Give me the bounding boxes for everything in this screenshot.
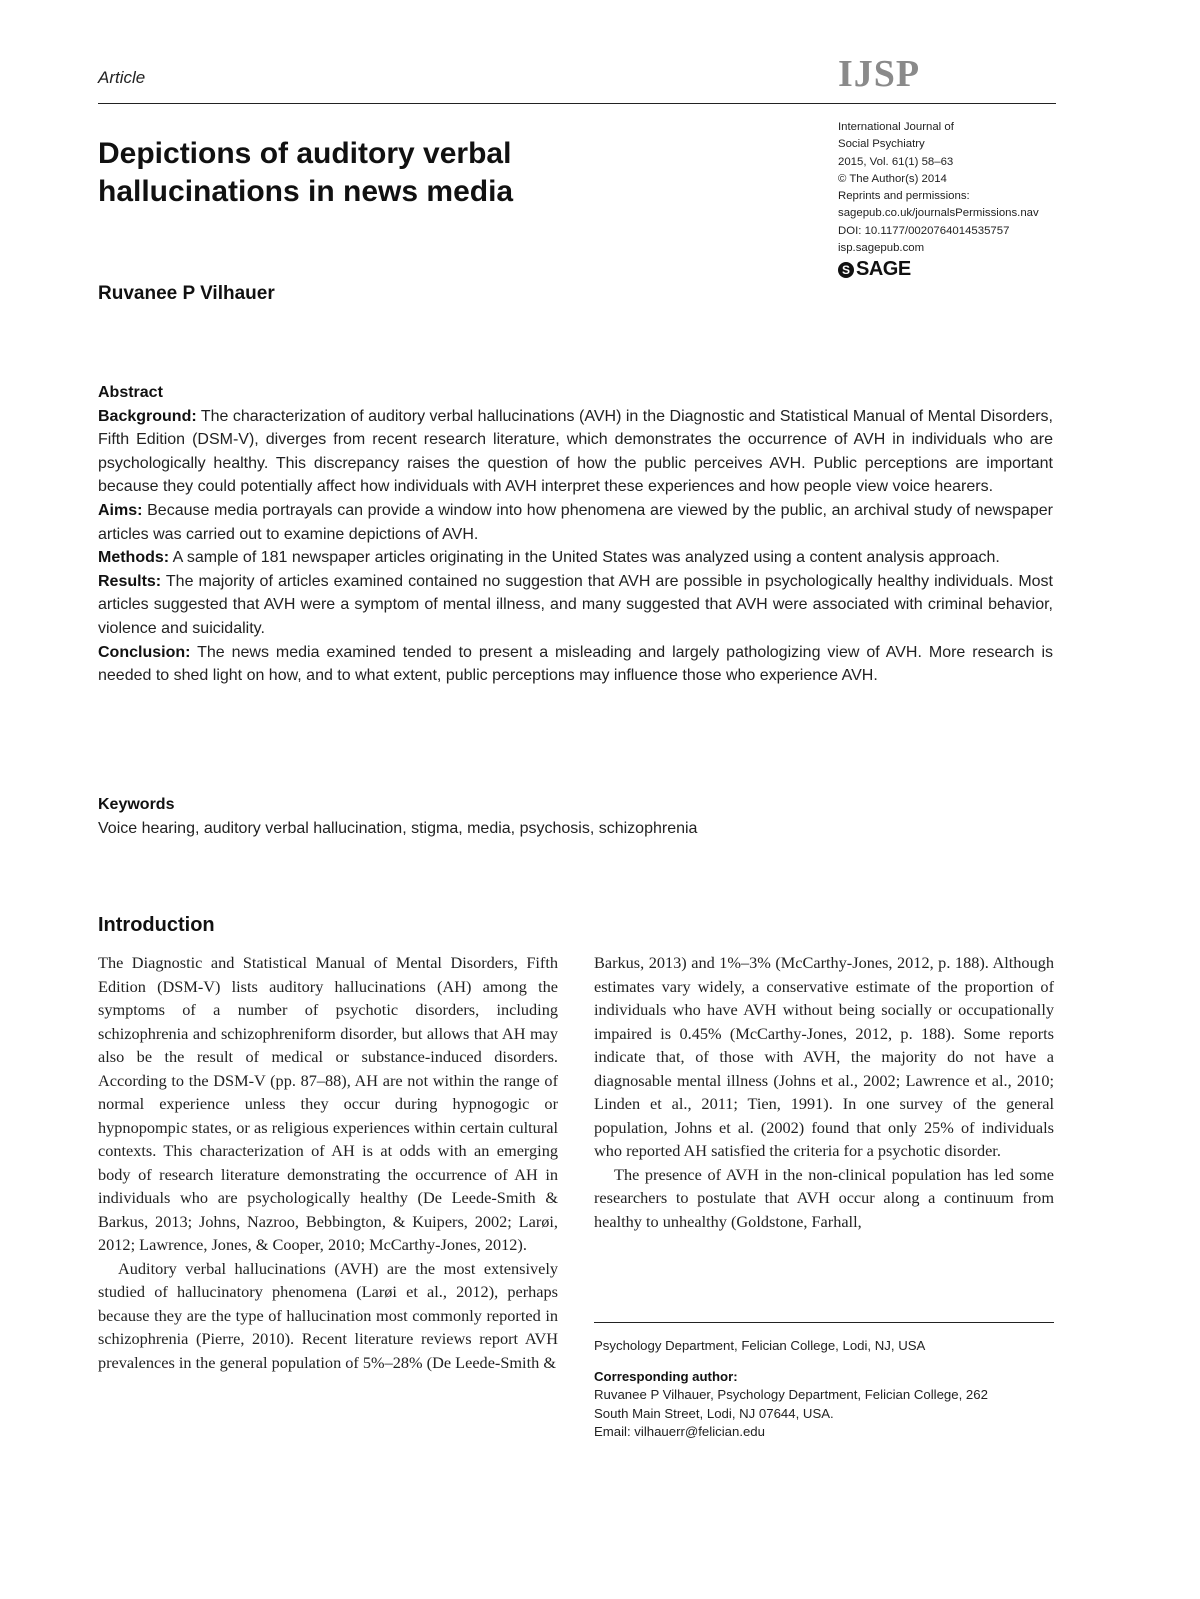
keywords-list: Voice hearing, auditory verbal hallucination, stigma, media, psychosis, schizophrenia [98,819,698,837]
journal-name-line-1: International Journal of [838,121,954,133]
body-column-right [594,951,1054,1233]
footnotes [594,1337,1054,1442]
keywords-heading: Keywords [98,796,175,813]
abstract-background [98,405,1053,499]
sage-logo [838,258,1063,281]
header-divider [98,103,1056,104]
journal-logo: IJSP [838,53,921,95]
journal-info [838,119,1063,279]
author-affiliation: Psychology Department, Felician College, Lodi, NJ, USA [594,1338,926,1353]
abstract-aims [98,499,1053,546]
abstract-section-text: Because media portrayals can provide a window into how phenomena are viewed by the public, an archival study of newspaper articles was carried out to examine depictions of AVH. [98,501,1054,543]
corresponding-author-line: South Main Street, Lodi, NJ 07644, USA. [594,1405,834,1421]
corresponding-author-email[interactable]: Email: vilhauerr@felician.edu [594,1424,765,1439]
abstract-section-label: Background: [98,407,197,425]
abstract-section-text: The news media examined tended to present a misleading and largely pathologizing view of AVH. More research is needed to shed light on how, and to what extent, public perceptions may influence those who experience AVH. [98,643,1054,685]
abstract-section-label: Aims: [98,501,143,519]
paper-title: Depictions of auditory verbal hallucinations in news media [98,137,514,208]
abstract-results [98,570,1053,641]
paper-author: Ruvanee P Vilhauer [98,283,275,304]
abstract [98,381,1053,688]
body-paragraph: The Diagnostic and Statistical Manual of Mental Disorders, Fifth Edition (DSM-V) lists auditory hallucinations (AH) among the symptoms of a number of psychotic disorders, including schizophrenia and schizophreniform disorder, but allows that AH may also be the result of medical or substance-induced disorders. According to the DSM-V (pp. 87–88), AH are not within the range of normal experience unless they occur during hypnogogic or hypnopompic states, or as religious experiences within certain cultural contexts. This characterization of AH is at odds with an emerging body of research literature demonstrating the occurrence of AH in individuals who are psychologically healthy (De Leede-Smith & Barkus, 2013; Johns, Nazroo, Bebbington, & Kuipers, 2002; Larøi, 2012; Lawrence, Jones, & Cooper, 2010; McCarthy-Jones, 2012). [98,953,558,1254]
reprints-label: Reprints and permissions: [838,190,970,203]
abstract-section-text: A sample of 181 newspaper articles originating in the United States was analyzed using a content analysis approach. [172,549,1000,567]
abstract-section-text: The majority of articles examined contained no suggestion that AVH are possible in psychologically healthy individuals. Most articles suggested that AVH were a symptom of mental illness, and many suggested that AVH were associated with criminal behavior, violence and suicidality. [98,572,1054,637]
journal-name-line-2: Social Psychiatry [838,138,925,151]
doi-line[interactable]: DOI: 10.1177/0020764014535757 [838,224,1010,237]
copyright-line: © The Author(s) 2014 [838,172,947,185]
body-paragraph: Barkus, 2013) and 1%–3% (McCarthy-Jones, 2012, p. 188). Although estimates vary widely, a conservative estimate of the proportion of individuals who have AVH without being socially or occupationally impaired is 0.45% (McCarthy-Jones, 2012, p. 188). Some reports indicate that, of those with AVH, the majority do not have a diagnosable mental illness (Johns et al., 2002; Lawrence et al., 2010; Linden et al., 2011; Tien, 1991). In one survey of the general population, Johns et al. (2002) found that only 25% of individuals who reported AH satisfied the criteria for a psychotic disorder. [594,953,1054,1160]
abstract-methods [98,546,1053,570]
keywords [98,793,1053,840]
corresponding-author-label: Corresponding author: [594,1368,738,1384]
abstract-conclusion [98,641,1053,688]
permissions-link[interactable]: sagepub.co.uk/journalsPermissions.nav [838,207,1039,220]
corresponding-author-line: Ruvanee P Vilhauer, Psychology Department, Felician College, 262 [594,1387,988,1402]
abstract-heading: Abstract [98,384,163,401]
journal-volume: 2015, Vol. 61(1) 58–63 [838,155,954,168]
abstract-section-label: Methods: [98,549,170,567]
body-paragraph: Auditory verbal hallucinations (AVH) are the most extensively studied of hallucinatory phenomena (Larøi et al., 2012), perhaps because they are the type of hallucination most commonly reported in schizophrenia (Pierre, 2010). Recent literature reviews report AVH prevalences in the general population of 5%–28% (De Leede-Smith & [98,1258,558,1372]
body-column-left [98,951,558,1374]
body-paragraph: The presence of AVH in the non-clinical population has led some researchers to postulate that AVH occur along a continuum from healthy to unhealthy (Goldstone, Farhall, [594,1164,1054,1231]
sage-mark-icon: S [838,262,854,278]
abstract-section-text: The characterization of auditory verbal hallucinations (AVH) in the Diagnostic and Statistical Manual of Mental Disorders, Fifth Edition (DSM-V), diverges from recent research literature, which demonstrates the occurrence of AVH in individuals who are psychologically healthy. This discrepancy raises the question of how the public perceives AVH. Public perceptions are important because they could potentially affect how individuals with AVH interpret these experiences and how people view voice hearers. [98,407,1053,496]
sage-wordmark: SAGE [856,258,911,281]
footnote-divider [594,1322,1054,1323]
section-heading-introduction: Introduction [98,914,215,936]
abstract-section-label: Conclusion: [98,643,191,661]
abstract-section-label: Results: [98,572,162,590]
article-type-label: Article [98,68,146,87]
journal-website-link[interactable]: isp.sagepub.com [838,242,925,255]
